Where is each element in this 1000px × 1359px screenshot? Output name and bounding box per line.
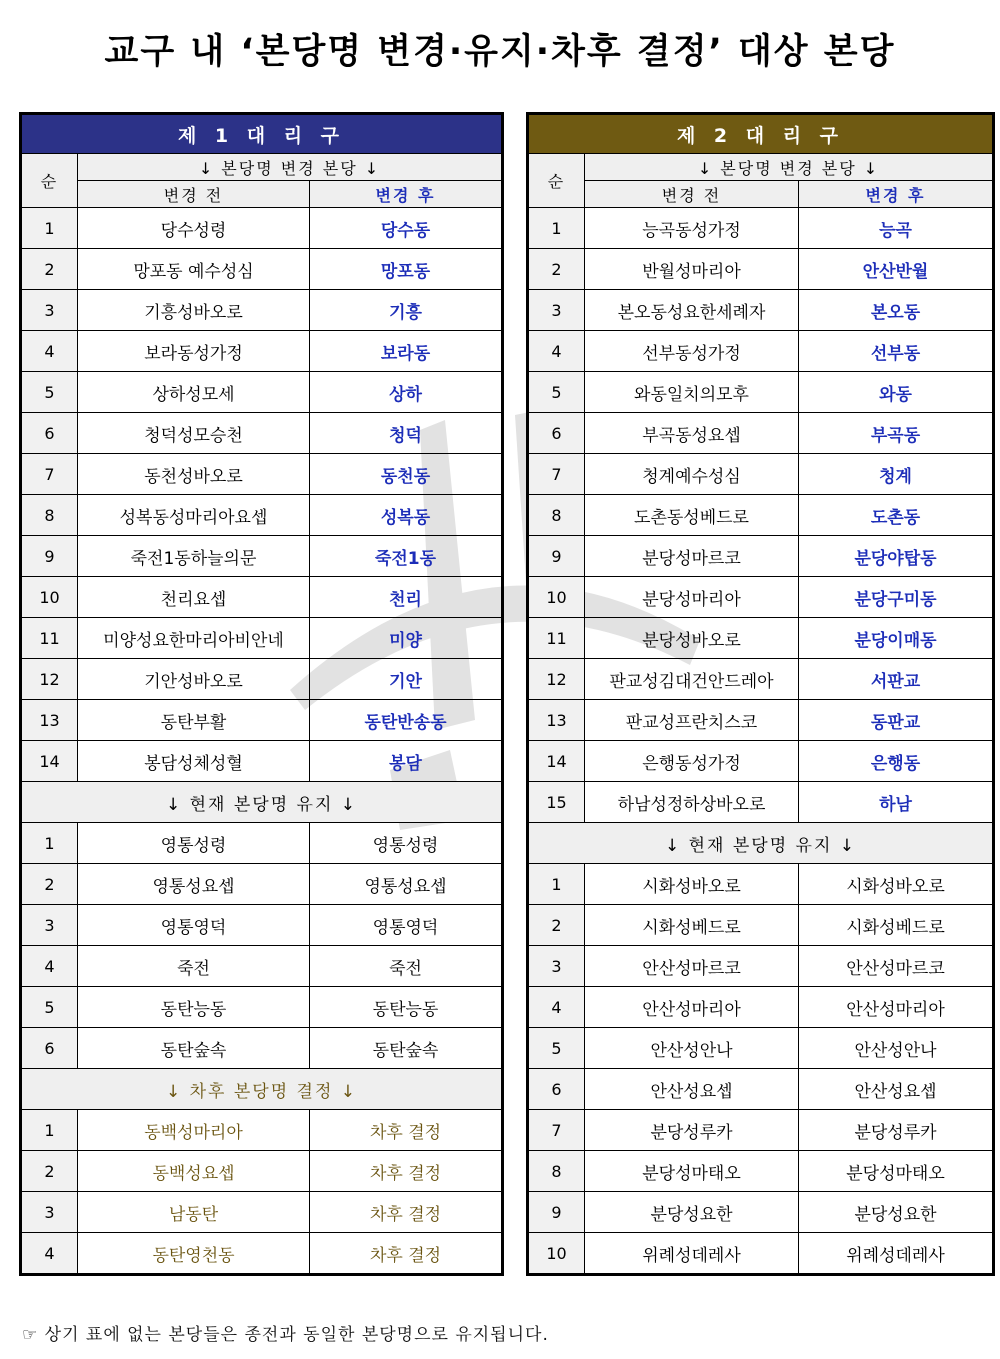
name-after: 영통영덕 <box>310 905 503 946</box>
name-before: 동백성요셉 <box>78 1151 310 1192</box>
row-number: 5 <box>528 372 585 413</box>
name-after: 당수동 <box>310 208 503 249</box>
table-row <box>528 659 994 700</box>
table-row <box>21 413 503 454</box>
name-before: 보라동성가정 <box>78 331 310 372</box>
row-number: 5 <box>21 987 78 1028</box>
name-before: 동탄영천동 <box>78 1233 310 1275</box>
table-row <box>21 454 503 495</box>
name-before: 안산성마리아 <box>585 987 799 1028</box>
name-after: 하남 <box>799 782 994 823</box>
name-before: 선부동성가정 <box>585 331 799 372</box>
name-after: 와동 <box>799 372 994 413</box>
row-number: 13 <box>528 700 585 741</box>
name-before: 분당성마태오 <box>585 1151 799 1192</box>
name-after: 성복동 <box>310 495 503 536</box>
name-after: 봉담 <box>310 741 503 782</box>
name-after: 망포동 <box>310 249 503 290</box>
name-after: 영통성요셉 <box>310 864 503 905</box>
name-after: 차후 결정 <box>310 1110 503 1151</box>
keep-section-header: ↓ 현재 본당명 유지 ↓ <box>528 823 994 864</box>
name-before: 와동일치의모후 <box>585 372 799 413</box>
name-before: 상하성모세 <box>78 372 310 413</box>
name-before: 분당성요한 <box>585 1192 799 1233</box>
table-row <box>21 1151 503 1192</box>
rename-section-header: ↓ 본당명 변경 본당 ↓ <box>585 154 994 181</box>
row-number: 3 <box>21 905 78 946</box>
table-row <box>528 864 994 905</box>
name-before: 위례성데레사 <box>585 1233 799 1275</box>
row-number: 6 <box>528 1069 585 1110</box>
table-row <box>528 1192 994 1233</box>
name-after: 안산성안나 <box>799 1028 994 1069</box>
name-after: 분당이매동 <box>799 618 994 659</box>
name-after: 기안 <box>310 659 503 700</box>
name-before: 판교성프란치스코 <box>585 700 799 741</box>
table-row <box>528 454 994 495</box>
before-header: 변경 전 <box>78 181 310 208</box>
table-row <box>21 1110 503 1151</box>
name-after: 안산반월 <box>799 249 994 290</box>
row-number: 6 <box>21 1028 78 1069</box>
table-row <box>21 987 503 1028</box>
name-after: 위례성데레사 <box>799 1233 994 1275</box>
row-number: 5 <box>21 372 78 413</box>
row-number: 15 <box>528 782 585 823</box>
name-before: 은행동성가정 <box>585 741 799 782</box>
table-row <box>528 1110 994 1151</box>
table-row <box>21 946 503 987</box>
name-before: 영통영덕 <box>78 905 310 946</box>
row-number: 9 <box>21 536 78 577</box>
name-after: 차후 결정 <box>310 1233 503 1275</box>
name-after: 본오동 <box>799 290 994 331</box>
row-number: 1 <box>528 864 585 905</box>
name-after: 기흥 <box>310 290 503 331</box>
name-before: 영통성령 <box>78 823 310 864</box>
name-before: 안산성요셉 <box>585 1069 799 1110</box>
row-number: 8 <box>21 495 78 536</box>
row-number: 14 <box>528 741 585 782</box>
name-before: 남동탄 <box>78 1192 310 1233</box>
row-number: 12 <box>528 659 585 700</box>
district1-header: 제 1 대 리 구 <box>21 114 503 154</box>
row-number: 14 <box>21 741 78 782</box>
table-row <box>21 249 503 290</box>
row-number: 1 <box>21 823 78 864</box>
name-before: 안산성마르코 <box>585 946 799 987</box>
table-row <box>528 618 994 659</box>
name-after: 죽전1동 <box>310 536 503 577</box>
row-number: 1 <box>21 1110 78 1151</box>
footnote: ☞ 상기 표에 없는 본당들은 종전과 동일한 본당명으로 유지됩니다. <box>22 1325 549 1345</box>
table-row <box>528 741 994 782</box>
row-number: 3 <box>21 290 78 331</box>
name-after: 차후 결정 <box>310 1151 503 1192</box>
row-number: 7 <box>528 1110 585 1151</box>
name-before: 부곡동성요셉 <box>585 413 799 454</box>
name-after: 보라동 <box>310 331 503 372</box>
after-header: 변경 후 <box>799 181 994 208</box>
name-before: 동탄부활 <box>78 700 310 741</box>
name-after: 분당성요한 <box>799 1192 994 1233</box>
table-row <box>528 1028 994 1069</box>
name-after: 분당구미동 <box>799 577 994 618</box>
row-number: 2 <box>21 249 78 290</box>
table-row <box>528 495 994 536</box>
name-before: 성복동성마리아요셉 <box>78 495 310 536</box>
table-row <box>21 495 503 536</box>
name-before: 판교성김대건안드레아 <box>585 659 799 700</box>
row-number: 10 <box>528 1233 585 1275</box>
name-before: 시화성베드로 <box>585 905 799 946</box>
name-after: 동탄능동 <box>310 987 503 1028</box>
row-number: 6 <box>528 413 585 454</box>
name-before: 죽전 <box>78 946 310 987</box>
table-row <box>528 782 994 823</box>
name-before: 기안성바오로 <box>78 659 310 700</box>
name-before: 능곡동성가정 <box>585 208 799 249</box>
name-after: 죽전 <box>310 946 503 987</box>
name-after: 은행동 <box>799 741 994 782</box>
name-before: 기흥성바오로 <box>78 290 310 331</box>
table-row <box>528 536 994 577</box>
table-row <box>21 618 503 659</box>
table-row <box>21 864 503 905</box>
row-number: 8 <box>528 1151 585 1192</box>
row-number: 3 <box>528 290 585 331</box>
later-section-header: ↓ 차후 본당명 결정 ↓ <box>21 1069 503 1110</box>
table-row <box>21 823 503 864</box>
table-row <box>21 700 503 741</box>
name-before: 분당성마르코 <box>585 536 799 577</box>
name-before: 도촌동성베드로 <box>585 495 799 536</box>
row-number: 7 <box>528 454 585 495</box>
name-after: 분당야탑동 <box>799 536 994 577</box>
row-number: 2 <box>21 864 78 905</box>
keep-section-header: ↓ 현재 본당명 유지 ↓ <box>21 782 503 823</box>
after-header: 변경 후 <box>310 181 503 208</box>
row-number: 4 <box>21 946 78 987</box>
name-before: 죽전1동하늘의문 <box>78 536 310 577</box>
row-number: 10 <box>21 577 78 618</box>
name-before: 동탄숲속 <box>78 1028 310 1069</box>
table-row <box>21 659 503 700</box>
row-number: 9 <box>528 536 585 577</box>
row-number: 5 <box>528 1028 585 1069</box>
name-after: 안산성마리아 <box>799 987 994 1028</box>
name-before: 청계예수성심 <box>585 454 799 495</box>
name-after: 동판교 <box>799 700 994 741</box>
row-number: 11 <box>21 618 78 659</box>
seq-header: 순 <box>528 154 585 208</box>
name-after: 선부동 <box>799 331 994 372</box>
table-row <box>528 987 994 1028</box>
table-row <box>21 290 503 331</box>
table-row <box>21 536 503 577</box>
name-before: 천리요셉 <box>78 577 310 618</box>
seq-header: 순 <box>21 154 78 208</box>
table-row <box>528 249 994 290</box>
name-before: 당수성령 <box>78 208 310 249</box>
name-after: 미양 <box>310 618 503 659</box>
name-before: 청덕성모승천 <box>78 413 310 454</box>
page-title: 교구 내 ‘본당명 변경·유지·차후 결정’ 대상 본당 <box>104 32 896 72</box>
table-row <box>528 290 994 331</box>
table-row <box>528 1151 994 1192</box>
name-before: 본오동성요한세례자 <box>585 290 799 331</box>
name-before: 동백성마리아 <box>78 1110 310 1151</box>
table-row <box>528 946 994 987</box>
table-row <box>21 741 503 782</box>
row-number: 3 <box>528 946 585 987</box>
name-after: 청덕 <box>310 413 503 454</box>
table-row <box>528 208 994 249</box>
table-row <box>21 372 503 413</box>
row-number: 2 <box>528 249 585 290</box>
row-number: 4 <box>21 1233 78 1275</box>
name-after: 영통성령 <box>310 823 503 864</box>
name-after: 능곡 <box>799 208 994 249</box>
row-number: 1 <box>21 208 78 249</box>
row-number: 3 <box>21 1192 78 1233</box>
name-before: 분당성루카 <box>585 1110 799 1151</box>
name-after: 차후 결정 <box>310 1192 503 1233</box>
name-before: 동탄능동 <box>78 987 310 1028</box>
name-before: 분당성마리아 <box>585 577 799 618</box>
district1-table <box>19 112 504 1276</box>
row-number: 2 <box>21 1151 78 1192</box>
table-row <box>528 905 994 946</box>
table-row <box>528 577 994 618</box>
row-number: 4 <box>528 331 585 372</box>
name-before: 분당성바오로 <box>585 618 799 659</box>
name-after: 시화성베드로 <box>799 905 994 946</box>
name-after: 분당성루카 <box>799 1110 994 1151</box>
name-before: 하남성정하상바오로 <box>585 782 799 823</box>
name-before: 동천성바오로 <box>78 454 310 495</box>
name-after: 동탄숲속 <box>310 1028 503 1069</box>
row-number: 6 <box>21 413 78 454</box>
row-number: 11 <box>528 618 585 659</box>
table-row <box>528 331 994 372</box>
name-after: 천리 <box>310 577 503 618</box>
row-number: 1 <box>528 208 585 249</box>
name-before: 반월성마리아 <box>585 249 799 290</box>
table-row <box>21 577 503 618</box>
row-number: 4 <box>21 331 78 372</box>
name-after: 안산성마르코 <box>799 946 994 987</box>
row-number: 4 <box>528 987 585 1028</box>
name-before: 시화성바오로 <box>585 864 799 905</box>
table-row <box>21 208 503 249</box>
table-row <box>528 413 994 454</box>
table-row <box>528 700 994 741</box>
row-number: 12 <box>21 659 78 700</box>
table-row <box>528 1233 994 1275</box>
name-after: 청계 <box>799 454 994 495</box>
name-after: 시화성바오로 <box>799 864 994 905</box>
row-number: 10 <box>528 577 585 618</box>
row-number: 9 <box>528 1192 585 1233</box>
row-number: 8 <box>528 495 585 536</box>
table-row <box>21 1192 503 1233</box>
name-before: 봉담성체성혈 <box>78 741 310 782</box>
name-after: 상하 <box>310 372 503 413</box>
name-after: 부곡동 <box>799 413 994 454</box>
name-after: 동천동 <box>310 454 503 495</box>
name-after: 분당성마태오 <box>799 1151 994 1192</box>
rename-section-header: ↓ 본당명 변경 본당 ↓ <box>78 154 503 181</box>
table-row <box>21 1028 503 1069</box>
row-number: 7 <box>21 454 78 495</box>
name-after: 서판교 <box>799 659 994 700</box>
table-row <box>21 1233 503 1275</box>
name-before: 미양성요한마리아비안네 <box>78 618 310 659</box>
district2-header: 제 2 대 리 구 <box>528 114 994 154</box>
name-after: 도촌동 <box>799 495 994 536</box>
name-after: 동탄반송동 <box>310 700 503 741</box>
district2-table <box>526 112 995 1276</box>
table-row <box>21 331 503 372</box>
table-row <box>21 905 503 946</box>
row-number: 13 <box>21 700 78 741</box>
name-before: 영통성요셉 <box>78 864 310 905</box>
row-number: 2 <box>528 905 585 946</box>
table-row <box>528 1069 994 1110</box>
table-row <box>528 372 994 413</box>
name-after: 안산성요셉 <box>799 1069 994 1110</box>
name-before: 망포동 예수성심 <box>78 249 310 290</box>
before-header: 변경 전 <box>585 181 799 208</box>
name-before: 안산성안나 <box>585 1028 799 1069</box>
